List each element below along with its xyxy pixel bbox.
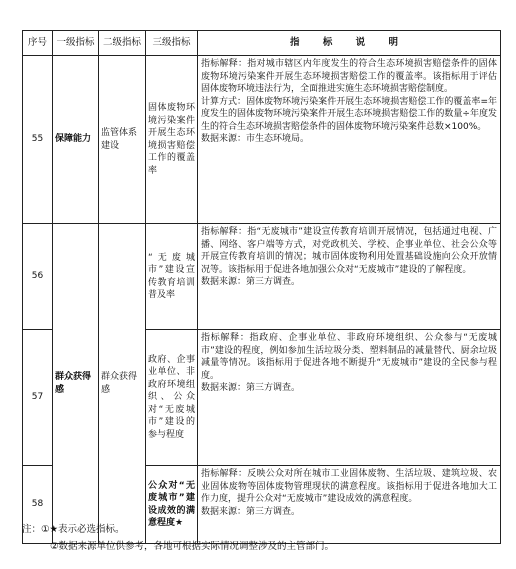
row-no: 58 xyxy=(23,466,53,544)
table-notes xyxy=(22,521,334,555)
desc-line: 计算方式：固体废物环境污染案件开展生态环境损害赔偿工作的覆盖率=年度发生的固体废物环境污染案件开展生态环境损害赔偿工作的数量÷年度发生的符合生态环境损害赔偿条件的固体废物环境污染案件总数×100%。 xyxy=(201,96,497,132)
row-desc xyxy=(198,330,501,466)
header-no: 序号 xyxy=(23,31,53,56)
row-level2: 群众获得感 xyxy=(99,224,146,544)
row-no: 56 xyxy=(23,224,53,330)
row-level2: 监管体系建设 xyxy=(99,56,146,224)
table-row xyxy=(23,56,501,224)
header-level2: 二级指标 xyxy=(99,31,146,56)
desc-line: 指标解释：指政府、企事业单位、非政府环境组织、公众参与“无废城市”建设的程度，例如参加生活垃圾分类、塑料制品的减量替代、厨余垃圾减量等情况。该指标用于促进各地不断提升“无废城市”建设的全民参与程度。 xyxy=(201,333,497,381)
row-level3: 公众对“无废城市”建设成效的满意程度★ xyxy=(146,466,198,544)
desc-line: 数据来源：市生态环境局。 xyxy=(201,134,310,144)
desc-line: 数据来源：第三方调查。 xyxy=(201,277,301,287)
note-line: ②数据来源单位供参考，各地可根据实际情况调整涉及的主管部门。 xyxy=(50,541,335,552)
indicator-table xyxy=(22,30,501,544)
row-desc xyxy=(198,224,501,330)
desc-line: 指标解释：指“无废城市”建设宣传教育培训开展情况，包括通过电视、广播、网络、客户端等方式，对党政机关、学校、企事业单位、社会公众等开展宣传教育培训的情况；城市固体废物利用处置基础设施向公众开放情况等。该指标用于促进各地加强公众对“无废城市”建设的了解程度。 xyxy=(201,227,497,275)
header-desc: 指 标 说 明 xyxy=(198,31,501,56)
row-no: 55 xyxy=(23,56,53,224)
row-level3: 政府、企事业单位、非政府环境组织、公众对“无废城市”建设的参与程度 xyxy=(146,330,198,466)
desc-line: 指标解释：反映公众对所在城市工业固体废物、生活垃圾、建筑垃圾、农业固体废物等固体废物管理现状的满意程度。该指标用于促进各地加大工作力度，提升公众对“无废城市”建设成效的满意程度。 xyxy=(201,469,497,504)
table-header-row xyxy=(23,31,501,56)
desc-line: 指标解释：指对城市辖区内年度发生的符合生态环境损害赔偿条件的固体废物环境污染案件开展生态环境损害赔偿工作的覆盖率。该指标用于评估固体废物环境违法行为，全面推进实施生态环境损害赔偿制度。 xyxy=(201,59,497,94)
header-level1: 一级指标 xyxy=(53,31,99,56)
table-row xyxy=(23,224,501,330)
row-no: 57 xyxy=(23,330,53,466)
desc-line: 数据来源：第三方调查。 xyxy=(201,506,301,517)
row-level3: 固体废物环境污染案件开展生态环境损害赔偿工作的覆盖率 xyxy=(146,56,198,224)
row-level1: 保障能力 xyxy=(53,56,99,224)
desc-line: 数据来源：第三方调查。 xyxy=(201,383,301,393)
row-desc xyxy=(198,56,501,224)
header-level3: 三级指标 xyxy=(146,31,198,56)
note-line: 注：①★表示必选指标。 xyxy=(22,524,125,535)
row-level1: 群众获得感 xyxy=(53,224,99,544)
row-level3: “无废城市”建设宣传教育培训普及率 xyxy=(146,224,198,330)
